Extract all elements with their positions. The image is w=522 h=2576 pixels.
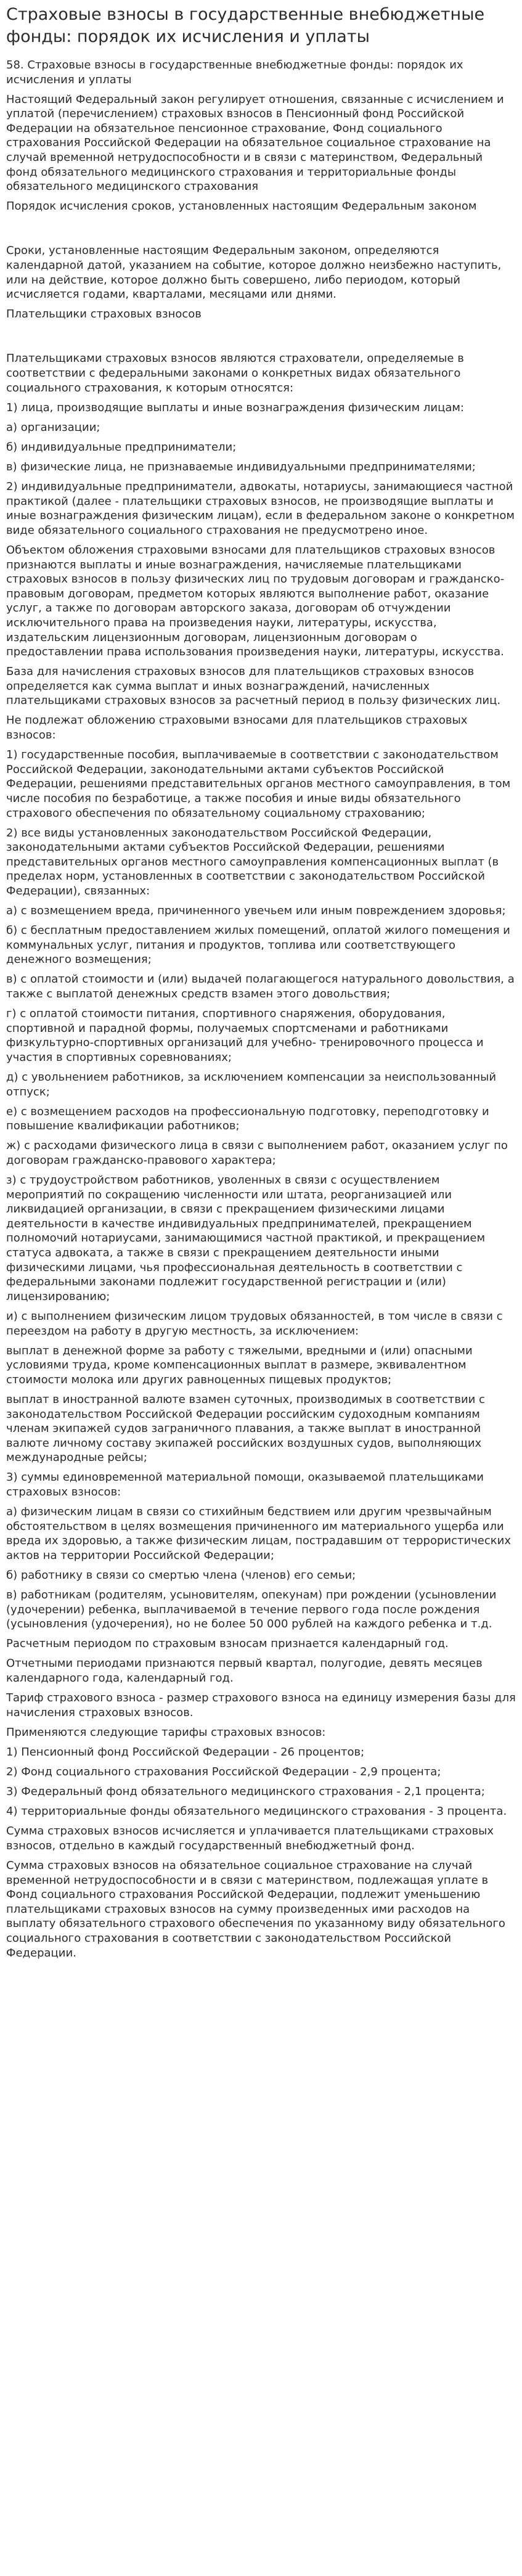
paragraph: 2) индивидуальные предприниматели, адвокаты, нотариусы, занимающиеся частной практикой (далее - плательщики страховых взносов, не производящие выплаты и иные вознаграждения физическим лицам), если в федеральном законе о конкретном виде обязательного социального страхования не предусмотрено иное. — [6, 480, 515, 537]
paragraph: Сумма страховых взносов на обязательное социальное страхование на случай временной нетрудоспособности и в связи с материнством, подлежащая уплате в Фонд социального страхования Российской Федерации, подлежит уменьшению плательщиками страховых взносов на сумму произведенных ими расходов на выплату обязательного страхового обеспечения по указанному виду обязательного социального страхования в соответствии с законодательством Российской Федерации. — [6, 1858, 505, 1960]
paragraph: б) работнику в связи со смертью члена (членов) его семьи; — [6, 1568, 356, 1582]
paragraph: в) работникам (родителям, усыновителям, опекунам) при рождении (усыновлении (удочерении) ребенка, выплачиваемой в течение первого года после рождения (усыновления (удочерения), но не более 50 000 рублей на каждого ребенка и т.д. — [6, 1589, 497, 1631]
paragraph: 1) государственные пособия, выплачиваемые в соответствии с законодательством Российской Федерации, законодательными актами субъектов Российской Федерации, решениями представительных органов местного самоуправления, в том числе пособия по безработице, а также пособия и иные виды обязательного страхового обеспечения по обязательному социальному страхованию; — [6, 748, 511, 820]
paragraph: 2) Фонд социального страхования Российской Федерации - 2,9 процента; — [6, 1765, 441, 1778]
paragraph: и) с выполнением физическим лицом трудовых обязанностей, в том числе в связи с переездом на работу в другую местность, за исключением: — [6, 1309, 503, 1338]
paragraph: выплат в иностранной валюте взамен суточных, производимых в соответствии с законодательством Российской Федерации российским судоходным компаниям членам экипажей судов заграничного плавания, а также выплат в иностранной валюте личному составу экипажей российских воздушных судов, выполняющих международные рейсы; — [6, 1392, 485, 1465]
paragraph: з) с трудоустройством работников, уволенных в связи с осуществлением мероприятий по сокращению численности или штата, реорганизацией или ликвидацией организации, в связи с прекращением физическими лицами деятельности в качестве индивидуальных предпринимателей, прекращением полномочий нотариусами, занимающимися частной практикой, и прекращением статуса адвоката, а также в связи с прекращением деятельности иными физическими лицами, чья профессиональная деятельность в соответствии с федеральными законами подлежит государственной регистрации и (или) лицензированию; — [6, 1174, 486, 1303]
paragraph: Сумма страховых взносов исчисляется и уплачивается плательщиками страховых взносов, отдельно в каждый государственный внебюджетный фонд. — [6, 1825, 494, 1852]
paragraph: 3) суммы единовременной материальной помощи, оказываемой плательщиками страховых взносов: — [6, 1471, 484, 1499]
paragraph: б) индивидуальные предприниматели; — [6, 440, 237, 454]
paragraph: Сроки, установленные настоящим Федеральным законом, определяются календарной датой, указанием на событие, которое должно неизбежно наступить, или на действие, которое должно быть совершено, либо периодом, который исчисляется годами, кварталами, месяцами или днями. — [6, 244, 502, 301]
paragraph: Плательщики страховых взносов — [6, 308, 202, 321]
paragraph: д) с увольнением работников, за исключением компенсации за неиспользованный отпуск; — [6, 1071, 497, 1098]
paragraph: 2) все виды установленных законодательством Российской Федерации, законодательными актами субъектов Российской Федерации, решениями представительных органов местного самоуправления компенсационных выплат (в пределах норм, установленных в соответствии с законодательством Российской Федерации), связанных: — [6, 826, 499, 898]
paragraph: Применяются следующие тарифы страховых взносов: — [6, 1725, 326, 1739]
spacer — [6, 219, 516, 243]
paragraph: Порядок исчисления сроков, установленных настоящим Федеральным законом — [6, 200, 477, 213]
paragraph: а) организации; — [6, 420, 100, 434]
paragraph: г) с оплатой стоимости питания, спортивного снаряжения, оборудования, спортивной и парадной формы, получаемых спортсменами и работниками физкультурно-спортивных организаций для учебно- тренировочного процесса и участия в спортивных соревнованиях; — [6, 1007, 484, 1064]
spacer — [6, 327, 516, 351]
paragraph: Отчетными периодами признаются первый квартал, полугодие, девять месяцев календарного года, календарный год. — [6, 1657, 483, 1685]
paragraph: Тариф страхового взноса - размер страхового взноса на единицу измерения базы для начисления страховых взносов. — [6, 1691, 516, 1719]
document-body — [6, 58, 516, 1960]
paragraph: Расчетным периодом по страховым взносам признается календарный год. — [6, 1637, 449, 1651]
paragraph: База для начисления страховых взносов для плательщиков страховых взносов определяется как сумма выплат и иных вознаграждений, начисленных плательщиками страховых взносов за расчетный период в пользу физических лиц. — [6, 665, 501, 708]
paragraph: Не подлежат обложению страховыми взносами для плательщиков страховых взносов: — [6, 714, 468, 742]
page-title: Страховые взносы в государственные внебюджетные фонды: порядок их исчисления и уплаты — [6, 5, 485, 46]
paragraph: а) с возмещением вреда, причиненного увечьем или иным повреждением здоровья; — [6, 904, 506, 918]
paragraph: 1) лица, производящие выплаты и иные вознаграждения физическим лицам: — [6, 401, 465, 414]
paragraph: Объектом обложения страховыми взносами для плательщиков страховых взносов признаются выплаты и иные вознаграждения, начисляемые плательщиками страховых взносов в пользу физических лиц по трудовым договорам и гражданско-правовым договорам, предметом которых являются выполнение работ, оказание услуг, а также по договорам авторского заказа, договорам об отчуждении исключительного права на произведения науки, литературы, искусства, издательским лицензионным договорам, лицензионным договорам о предоставлении права использования произведения науки, литературы, искусства. — [6, 543, 505, 659]
paragraph: 58. Страховые взносы в государственные внебюджетные фонды: порядок их исчисления и уплаты — [6, 59, 463, 86]
paragraph: в) физические лица, не признаваемые индивидуальными предпринимателями; — [6, 460, 476, 473]
paragraph: 1) Пенсионный фонд Российской Федерации - 26 процентов; — [6, 1745, 365, 1759]
paragraph: б) с бесплатным предоставлением жилых помещений, оплатой жилого помещения и коммунальных услуг, питания и продуктов, топлива или соответствующего денежного возмещения; — [6, 924, 510, 967]
paragraph: в) с оплатой стоимости и (или) выдачей полагающегося натурального довольствия, а также с выплатой денежных средств взамен этого довольствия; — [6, 973, 515, 1001]
paragraph: выплат в денежной форме за работу с тяжелыми, вредными и (или) опасными условиями труда, кроме компенсационных выплат в размере, эквивалентном стоимости молока или других равноценных пищевых продуктов; — [6, 1344, 473, 1386]
paragraph: е) с возмещением расходов на профессиональную подготовку, переподготовку и повышение квалификации работников; — [6, 1105, 489, 1133]
paragraph: ж) с расходами физического лица в связи с выполнением работ, оказанием услуг по договорам гражданско-правового характера; — [6, 1139, 508, 1167]
paragraph: 3) Федеральный фонд обязательного медицинского страхования - 2,1 процента; — [6, 1785, 485, 1799]
paragraph: Настоящий Федеральный закон регулирует отношения, связанные с исчислением и уплатой (перечислением) страховых взносов в Пенсионный фонд Российской Федерации на обязательное пенсионное страхование, Фонд социального страхования Российской Федерации на обязательное социальное страхование на случай временной нетрудоспособности и в связи с материнством, Федеральный фонд обязательного медицинского страхования и территориальные фонды обязательного медицинского страхования — [6, 92, 504, 194]
paragraph: а) физическим лицам в связи со стихийным бедствием или другим чрезвычайным обстоятельством в целях возмещения причиненного им материального ущерба или вреда их здоровью, а также физическим лицам, пострадавшим от террористических актов на территории Российской Федерации; — [6, 1505, 511, 1562]
paragraph: Плательщиками страховых взносов являются страхователи, определяемые в соответствии с федеральными законами о конкретных видах обязательного социального страхования, к которым относятся: — [6, 352, 464, 395]
paragraph: 4) территориальные фонды обязательного медицинского страхования - 3 процента. — [6, 1805, 507, 1818]
